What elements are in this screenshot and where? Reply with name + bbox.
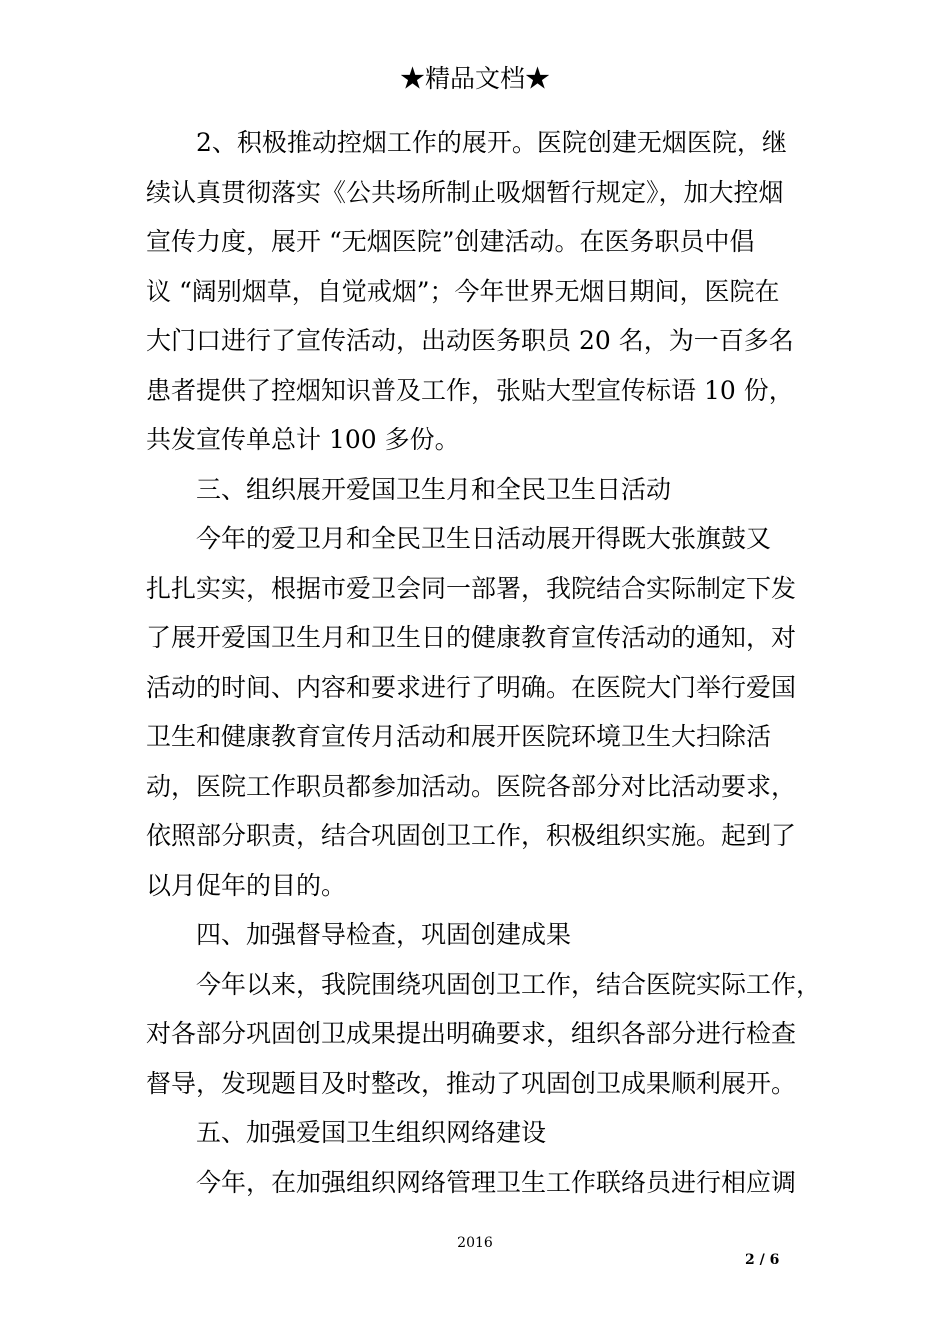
body-line: 扎扎实实，根据市爱卫会同一部署，我院结合实际制定下发 bbox=[146, 573, 797, 603]
body-line: 以月促年的目的。 bbox=[146, 870, 347, 900]
page-number: 2 / 6 bbox=[745, 1252, 780, 1268]
body-line: 今年以来，我院围绕巩固创卫工作，结合医院实际工作， bbox=[196, 969, 822, 999]
body-line: 患者提供了控烟知识普及工作，张贴大型宣传标语 10 份， bbox=[146, 375, 794, 405]
body-line: 今年，在加强组织网络管理卫生工作联络员进行相应调 bbox=[196, 1167, 797, 1197]
body-line: 活动的时间、内容和要求进行了明确。在医院大门举行爱国 bbox=[146, 672, 797, 702]
body-line: 动，医院工作职员都参加活动。医院各部分对比活动要求， bbox=[146, 771, 797, 801]
body-line: 对各部分巩固创卫成果提出明确要求，组织各部分进行检查 bbox=[146, 1019, 797, 1048]
document-header-title: ★精品文档★ bbox=[399, 64, 550, 93]
section-heading: 三、组织展开爱国卫生月和全民卫生日活动 bbox=[196, 474, 672, 504]
document-body bbox=[146, 118, 836, 1207]
footer-year: 2016 bbox=[457, 1235, 493, 1251]
body-line: 宣传力度，展开 “无烟医院”创建活动。在医务职员中倡 bbox=[146, 227, 755, 256]
body-line: 督导，发现题目及时整改，推动了巩固创卫成果顺利展开。 bbox=[146, 1068, 797, 1098]
body-line: 2、积极推动控烟工作的展开。医院创建无烟医院，继 bbox=[196, 128, 787, 157]
body-line: 依照部分职责，结合巩固创卫工作，积极组织实施。起到了 bbox=[146, 821, 797, 850]
section-heading: 五、加强爱国卫生组织网络建设 bbox=[196, 1118, 547, 1147]
body-line: 共发宣传单总计 100 多份。 bbox=[146, 425, 460, 454]
body-line: 续认真贯彻落实《公共场所制止吸烟暂行规定》，加大控烟 bbox=[146, 177, 784, 207]
body-line: 卫生和健康教育宣传月活动和展开医院环境卫生大扫除活 bbox=[146, 722, 772, 751]
body-line: 今年的爱卫月和全民卫生日活动展开得既大张旗鼓又 bbox=[196, 524, 772, 553]
body-line: 议 “阔别烟草，自觉戒烟”；今年世界无烟日期间，医院在 bbox=[146, 276, 780, 306]
section-heading: 四、加强督导检查，巩固创建成果 bbox=[196, 920, 572, 949]
body-line: 了展开爱国卫生月和卫生日的健康教育宣传活动的通知，对 bbox=[146, 623, 797, 652]
body-line: 大门口进行了宣传活动，出动医务职员 20 名，为一百多名 bbox=[146, 326, 794, 355]
